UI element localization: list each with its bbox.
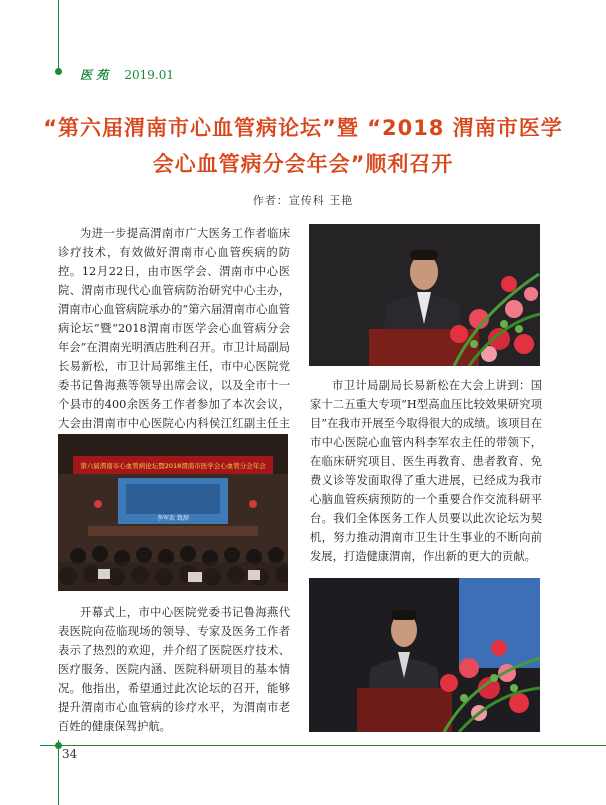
section-name: 医 苑 <box>80 68 109 82</box>
bottom-green-rule <box>58 740 59 805</box>
photo-conference-hall <box>58 434 288 591</box>
top-green-rule <box>58 0 59 70</box>
footer-rule <box>40 745 606 746</box>
photo-speaker-1 <box>309 224 540 366</box>
article-author: 作者：宣传科 王艳 <box>252 194 354 207</box>
issue-date: 2019.01 <box>124 68 174 82</box>
header-dot <box>55 68 62 75</box>
running-header <box>80 66 174 83</box>
banner-title: 第六届渭南市心血管病论坛暨2018渭南市医学会心血管分会年会 <box>80 462 266 470</box>
paragraph-speech-vice-director: 市卫计局副局长易新松在大会上讲到：国家十二五重大专项“H型高血压比较效果研究项目”在我市开展至今取得很大的成绩。该项目在市中心医院心血管内科李军农主任的带领下，在临床研究项目、医生再教育、患者教育、免费义诊等发面取得了重大进展，已经成为我市心脑血管疾病预防的一个重要合作交流科研平台。我们全体医务工作人员要以此次论坛为契机，努力推动渭南市卫生计生事业的不断向前发展，打造健康渭南，作出新的更大的贡献。 <box>310 379 542 563</box>
paragraph-opening: 开幕式上，市中心医院党委书记鲁海燕代表医院向莅临现场的领导、专家及医务工作者表示了热烈的欢迎，并介绍了医院医疗技术、医疗服务、医院内涵、医院科研项目的基本情况。他指出，希望通过此次论坛的召开，能够提升渭南市心血管病的诊疗水平，为渭南市老百姓的健康保驾护航。 <box>58 606 290 733</box>
photo-speaker-2 <box>309 578 540 732</box>
article-title: “第六届渭南市心血管病论坛”暨 “2018 渭南市医学会心血管病分会年会”顺利召开 <box>43 116 563 176</box>
paragraph-intro: 为进一步提高渭南市广大医务工作者临床诊疗技术，有效做好渭南市心血管疾病的防控。12月22日，由市医学会、渭南市中心医院、渭南市现代心血管病防治研究中心主办，渭南市心血管病院承办的“第六届渭南市心血管病论坛”暨“2018渭南市医学会心血管病分会年会”在渭南光明酒店胜利召开。市卫计局副局长易新松，市卫计局郭维主任，市中心医院党委书记鲁海燕等领导出席会议，以及全市十一个县市的400余医务工作者参加了本次会议，大会由渭南市中心医院心内科侯江红副主任主 <box>58 227 290 430</box>
screen-caption: 李军农 致辞 <box>157 515 189 522</box>
page-number: 34 <box>62 747 78 761</box>
